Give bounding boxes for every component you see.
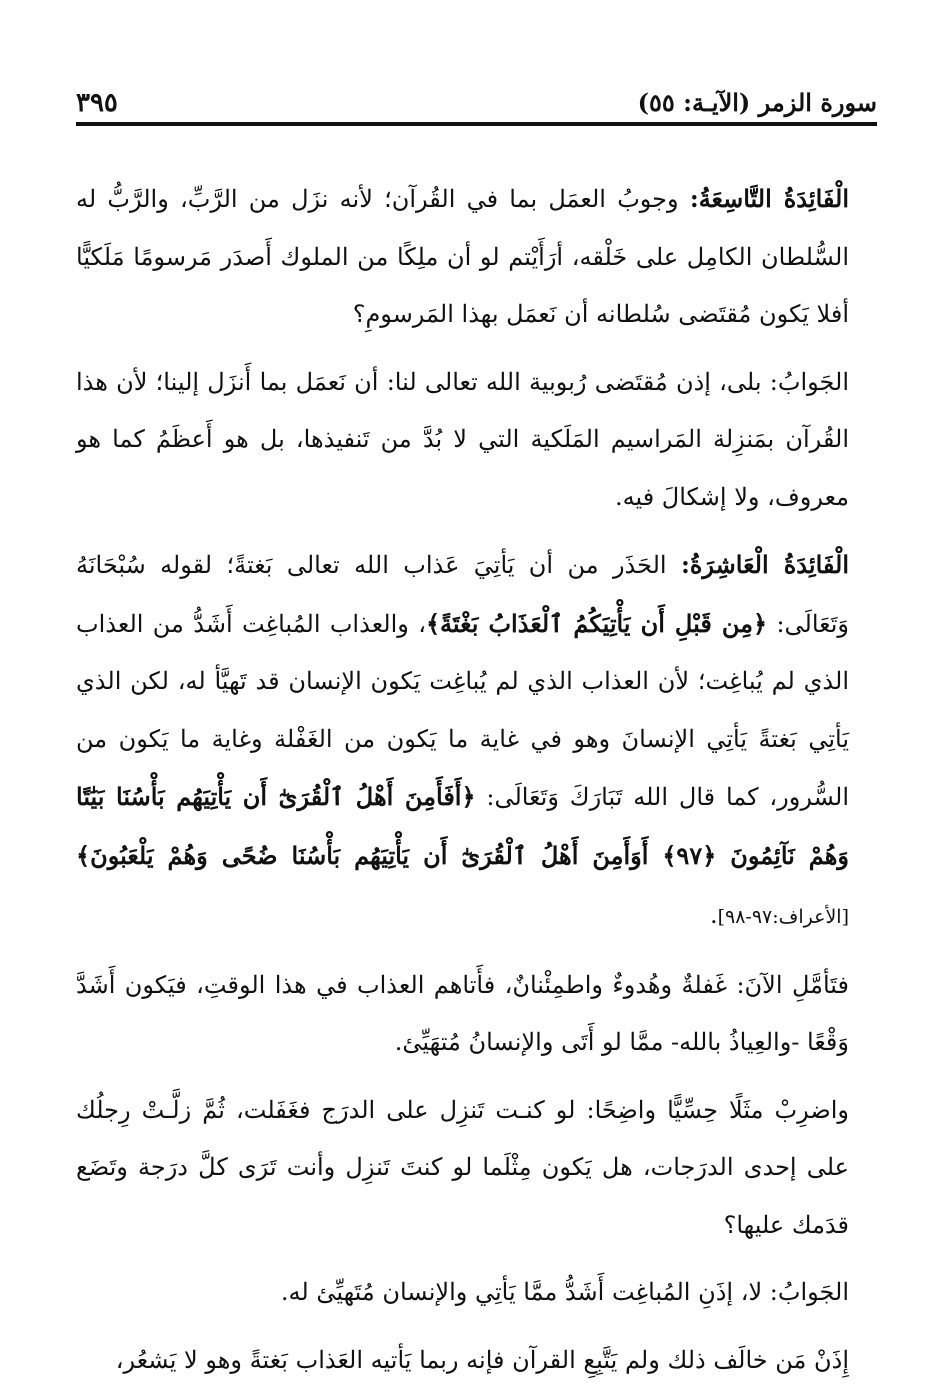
page-header — [76, 86, 877, 126]
tenth-benefit-text-a: الحَذَر من أن يَأتِيَ عَذاب الله تعالى بَغتةً؛ لقوله سُبْحَانَهُ وَتَعَالَى: — [76, 551, 850, 638]
answer-1-text: الجَوابُ: بلى، إذن مُقتَضى رُبوبية الله تعالى لنا: أن نَعمَل بما أَنزَل إلينا؛ لأن هذا القُرآن بمَنزِلة المَراسيم المَلَكية التي لا بُدَّ من تَنفيذها، بل هو أَعظَمُ كما هو معروف، ولا إشكالَ فيه. — [76, 367, 849, 511]
surah-title: سورة الزمر (الآيـة: ٥٥) — [637, 88, 877, 117]
tenth-benefit-end: . — [709, 901, 718, 929]
page-number: ٣٩٥ — [76, 88, 118, 118]
paragraph-example — [76, 1082, 877, 1255]
ninth-benefit-heading: الْفَائِدَةُ التَّاسِعَةُ: — [689, 184, 849, 213]
tenth-benefit-heading: الْفَائِدَةُ الْعَاشِرَةُ: — [680, 550, 849, 579]
paragraph-tenth-benefit — [76, 536, 877, 947]
verse-reference: [الأعراف:٩٧-٩٨] — [717, 906, 849, 928]
quran-verse-2: ﴿أَفَأَمِنَ أَهْلُ ٱلْقُرَىٰٓ أَن يَأْتِيَهُم بَأْسُنَا بَيَٰتًا وَهُمْ نَآئِمُونَ ﴿٩٧﴾ أَوَأَمِنَ أَهْلُ ٱلْقُرَىٰٓ أَن يَأْتِيَهُم بَأْسُنَا ضُحًى وَهُمْ يَلْعَبُونَ﴾ — [76, 782, 849, 870]
conclusion-text: إِذَنْ مَن خالَف ذلك ولم يَتَّبِعِ القرآن فإنه ربما يَأتيه العَذاب بَغتةً وهو لا يَشعُر، — [115, 1345, 849, 1374]
paragraph-conclusion — [76, 1332, 877, 1390]
page-body — [76, 170, 877, 1399]
paragraph-answer-2 — [76, 1264, 877, 1322]
reflect-text: فتَأمَّلِ الآنَ: غَفلةٌ وهُدوءٌ واطمِئْنانٌ، فأَتاهم العذاب في هذا الوقتِ، فيَكون أَشَدَّ وَقْعًا -والعِياذُ بالله- ممَّا لو أَتَى والإنسانُ مُتهَيِّئ. — [76, 970, 849, 1056]
header-rule — [76, 122, 877, 126]
paragraph-ninth-benefit — [76, 170, 877, 344]
quran-verse-1: ﴿مِن قَبْلِ أَن يَأْتِيَكُمُ ٱلْعَذَابُ بَغْتَةً﴾ — [425, 608, 768, 638]
example-text: واضرِبْ مثَلًا حِسِّيًّا واضِحًا: لو كنـت تَنزِل على الدرَج فغَفَلت، ثُمَّ زلَّـتْ رِجلُك على إحدى الدرَجات، هل يَكون مِثْلَما لو كنتَ تَنزِل وأنت تَرَى كلَّ درَجة وتَضَع قدَمك عليها؟ — [76, 1095, 849, 1239]
paragraph-reflect — [76, 957, 877, 1072]
paragraph-answer-1 — [76, 354, 877, 527]
answer-2-text: الجَوابُ: لا، إذَنِ المُباغِت أَشَدُّ ممَّا يَأتِي والإنسان مُتَهيِّئ له. — [280, 1278, 849, 1306]
tenth-benefit-text-b: ، والعذاب المُباغِت أَشَدُّ من العذاب الذي لم يُباغِت؛ لأن العذاب الذي لم يُباغِت يَكون الإنسان قد تَهيَّأ له، لكن الذي يَأتِي بَغتةً يَأتِي الإنسانَ وهو في غاية ما يَكون من الغَفْلة وغاية ما يَكون من السُّرور، كما قال الله تَبَارَكَ وَتَعَالَى: — [76, 609, 849, 811]
ninth-benefit-text: وجوبُ العمَل بما في القُرآن؛ لأنه نزَل من الرَّبِّ، والرَّبُّ له السُّلطان الكامِل على خَلْقه، أرَأَيْتم لو أن ملِكًا من الملوك أَصدَر مَرسومًا مَلَكيًّا أفلا يَكون مُقتَضى سُلطانه أن نَعمَل بهذا المَرسومِ؟ — [76, 185, 849, 328]
